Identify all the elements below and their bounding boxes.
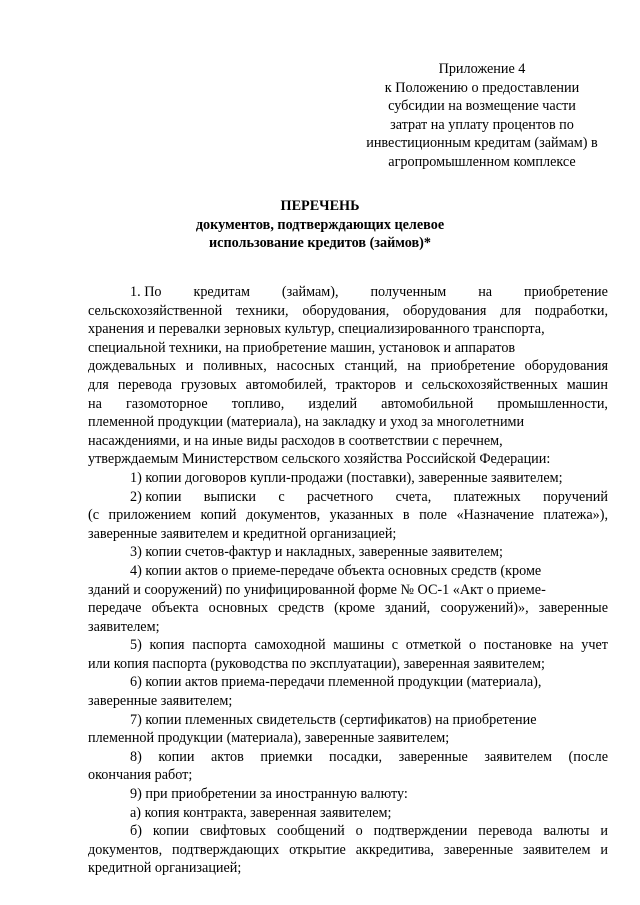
word: на — [88, 395, 102, 412]
word: промышленности, — [497, 395, 608, 412]
word: изделий — [308, 395, 358, 412]
word: газомоторное — [125, 395, 208, 412]
word: 8) — [130, 748, 142, 765]
list-item-5-line: 5) копия паспорта самоходной машины с отметкой о постановке на учет — [130, 637, 608, 654]
paragraph-1-line — [88, 395, 608, 414]
appendix-line: агропромышленном комплексе — [388, 153, 576, 170]
list-item-8-line — [88, 748, 608, 767]
paragraph-1-line: сельскохозяйственной техники, оборудования, оборудования для подработки, — [88, 302, 608, 319]
word: приобретение — [523, 284, 608, 300]
list-item-5-line: или копия паспорта (руководства по эксплуатации), заверенная заявителем; — [88, 655, 545, 672]
word: расчетного — [306, 488, 374, 505]
word: актов — [211, 748, 244, 765]
word: счета, — [395, 488, 432, 505]
list-item-9: 9) при приобретении за иностранную валюту: — [130, 786, 408, 803]
paragraph-1-line: специальной техники, на приобретение машин, установок и аппаратов — [88, 339, 516, 356]
appendix-line: субсидии на возмещение части — [388, 98, 576, 115]
word: автомобильной — [381, 395, 474, 412]
title-line: документов, подтверждающих целевое — [195, 216, 445, 233]
list-item-6-line: заверенные заявителем; — [88, 693, 233, 710]
sub-item-b-line: б) копии свифтовых сообщений о подтверждении перевода валюты и — [130, 823, 608, 840]
paragraph-1-line: для перевода грузовых автомобилей, тракторов и сельскохозяйственных машин — [88, 376, 608, 393]
list-item-4-line: заявителем; — [88, 618, 160, 635]
list-item-6-line: 6) копии актов приема-передачи племенной продукции (материала), — [130, 674, 542, 691]
paragraph-1-line: насаждениями, и на иные виды расходов в соответствии с перечнем, — [88, 432, 503, 449]
word: поручений — [543, 488, 608, 505]
word: выписки — [203, 488, 256, 505]
list-item-1: 1) копии договоров купли-продажи (поставки), заверенные заявителем; — [130, 469, 563, 486]
word: с — [278, 488, 285, 505]
title-line: использование кредитов (займов)* — [209, 235, 431, 252]
list-item-2-line: заверенные заявителем и кредитной организацией; — [88, 525, 397, 542]
word: копии — [158, 748, 195, 765]
title-heading: ПЕРЕЧЕНЬ — [280, 198, 360, 214]
appendix-line: Приложение 4 — [438, 61, 526, 77]
list-item-8-line: окончания работ; — [88, 767, 193, 784]
word: заверенные — [398, 748, 468, 765]
word: топливо, — [231, 395, 285, 412]
word: на — [478, 284, 493, 300]
appendix-line: инвестиционным кредитам (займам) в — [366, 135, 598, 152]
paragraph-1-line: хранения и перевалки зерновых культур, специализированного транспорта, — [88, 321, 545, 338]
word: посадки, — [328, 748, 383, 765]
word: кредитам — [193, 284, 250, 300]
paragraph-1-line — [88, 283, 608, 302]
appendix-line: к Положению о предоставлении — [384, 79, 580, 96]
document-body — [88, 283, 608, 878]
list-item-2-line — [88, 488, 608, 507]
sub-item-a: а) копия контракта, заверенная заявителем; — [130, 804, 392, 821]
list-item-7-line: 7) копии племенных свидетельств (сертификатов) на приобретение — [130, 711, 537, 728]
document-title — [110, 197, 530, 253]
list-item-4-line: 4) копии актов о приеме-передаче объекта основных средств (кроме — [130, 562, 542, 579]
paragraph-1-line: дождевальных и поливных, насосных станций, на приобретение оборудования — [88, 358, 608, 375]
word: заявителем — [484, 748, 552, 765]
word: 2) копии — [130, 488, 182, 505]
word: приемки — [260, 748, 313, 765]
paragraph-1-line: утверждаемым Министерством сельского хозяйства Российской Федерации: — [88, 451, 551, 468]
word: 1. По — [130, 284, 162, 300]
word: платежных — [453, 488, 521, 505]
list-item-4-line: зданий и сооружений) по унифицированной форме № ОС-1 «Акт о приеме- — [88, 581, 546, 598]
appendix-line: затрат на уплату процентов по — [390, 116, 574, 133]
paragraph-1-line: племенной продукции (материала), на закладку и уход за многолетними — [88, 414, 525, 431]
list-item-3: 3) копии счетов-фактур и накладных, заверенные заявителем; — [130, 544, 503, 561]
list-item-4-line: передаче объекта основных средств (кроме зданий, сооружений)», заверенные — [88, 600, 608, 617]
list-item-2-line: (с приложением копий документов, указанных в поле «Назначение платежа»), — [88, 507, 608, 524]
word: полученным — [370, 284, 447, 300]
list-item-7-line: племенной продукции (материала), заверенные заявителем; — [88, 730, 450, 747]
sub-item-b-line: кредитной организацией; — [88, 860, 242, 877]
sub-item-b-line: документов, подтверждающих открытие аккредитива, заверенные заявителем и — [88, 841, 608, 858]
word: (займам), — [281, 284, 339, 300]
word: (после — [568, 748, 608, 765]
appendix-header — [352, 60, 612, 172]
